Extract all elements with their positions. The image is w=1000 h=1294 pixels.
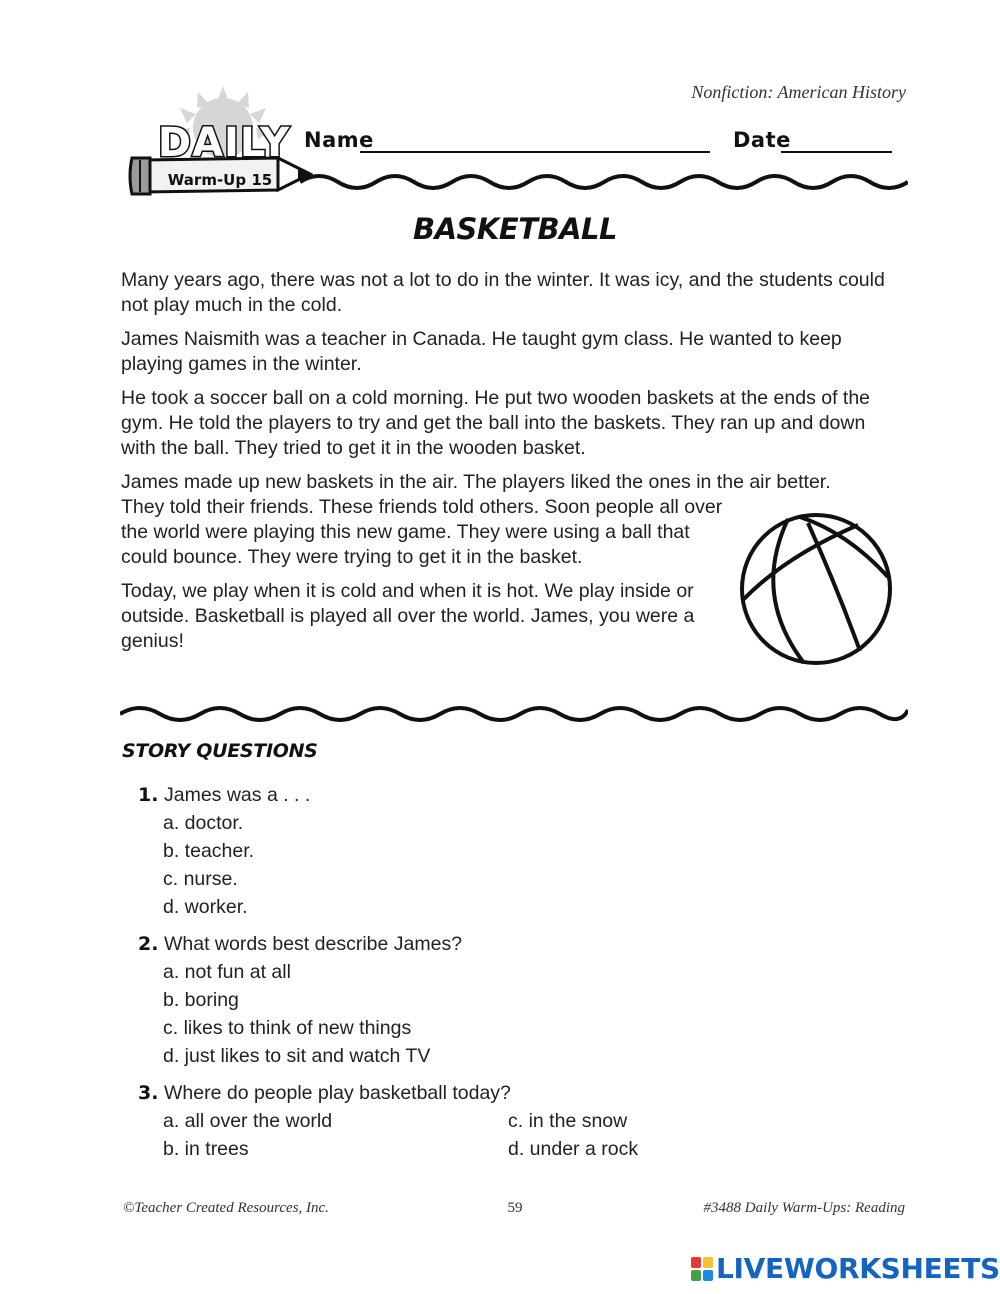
basketball-illustration xyxy=(738,511,894,667)
answer-option[interactable]: a. all over the world xyxy=(163,1110,333,1132)
answer-option[interactable]: c. in the snow xyxy=(508,1110,628,1132)
story-paragraph: Many years ago, there was not a lot to do in the winter. It was icy, and the students could not play much in the cold. xyxy=(121,269,885,316)
date-label: Date xyxy=(733,128,791,152)
liveworksheets-logo-icon xyxy=(690,1256,714,1282)
answer-option[interactable]: b. boring xyxy=(163,989,239,1011)
answer-option[interactable]: a. not fun at all xyxy=(163,961,291,983)
story-paragraph: James made up new baskets in the air. The players liked the ones in the air better. xyxy=(121,471,831,493)
answer-option[interactable]: d. just likes to sit and watch TV xyxy=(163,1045,431,1067)
name-input-line[interactable] xyxy=(360,151,710,153)
story-questions-heading: STORY QUESTIONS xyxy=(122,740,318,762)
answer-option[interactable]: d. worker. xyxy=(163,896,248,918)
answer-option[interactable]: a. doctor. xyxy=(163,812,244,834)
footer-copyright: ©Teacher Created Resources, Inc. xyxy=(123,1200,329,1216)
questions-list xyxy=(138,784,898,1175)
wavy-divider-middle xyxy=(120,700,908,728)
question-2 xyxy=(138,933,898,1073)
question-1 xyxy=(138,784,898,924)
story-paragraph: James Naismith was a teacher in Canada. He taught gym class. He wanted to keep playing games in the winter. xyxy=(121,328,842,375)
footer-page-number: 59 xyxy=(507,1200,523,1216)
liveworksheets-wordmark: LIVEWORKSHEETS xyxy=(716,1252,1000,1285)
answer-option[interactable]: b. teacher. xyxy=(163,840,255,862)
story-paragraph: He took a soccer ball on a cold morning. He put two wooden baskets at the ends of the gym. He told the players to try and get the ball into the baskets. They ran up and down with the ball. They tried to get it in the wooden basket. xyxy=(121,387,871,459)
question-3 xyxy=(138,1082,898,1166)
answer-option[interactable]: c. likes to think of new things xyxy=(163,1017,412,1039)
logo-word: DAILY xyxy=(157,120,291,166)
question-text: James was a . . . xyxy=(164,784,311,806)
logo-subtitle: Warm-Up 15 xyxy=(167,171,273,189)
question-number: 2. xyxy=(138,933,159,955)
story-paragraph: Today, we play when it is cold and when it is hot. We play inside or outside. Basketball is played all over the world. James, you were a genius! xyxy=(121,580,695,652)
answer-option[interactable]: d. under a rock xyxy=(508,1138,639,1160)
footer-book-title: #3488 Daily Warm-Ups: Reading xyxy=(703,1200,905,1216)
daily-warmup-logo xyxy=(128,86,318,204)
page-title: BASKETBALL xyxy=(412,212,617,246)
date-input-line[interactable] xyxy=(781,151,892,153)
answer-option[interactable]: b. in trees xyxy=(163,1138,249,1160)
story-paragraph: They told their friends. These friends told others. Soon people all over the world were playing this new game. They were using a ball that could bounce. They were trying to get it in the basket. xyxy=(121,496,723,568)
question-number: 3. xyxy=(138,1082,159,1104)
answer-option[interactable]: c. nurse. xyxy=(163,868,238,890)
question-number: 1. xyxy=(138,784,159,806)
question-text: What words best describe James? xyxy=(164,933,463,955)
name-label: Name xyxy=(304,128,374,152)
subject-label: Nonfiction: American History xyxy=(691,82,906,102)
wavy-divider-top xyxy=(300,168,908,196)
question-text: Where do people play basketball today? xyxy=(164,1082,511,1104)
liveworksheets-watermark xyxy=(690,1252,1000,1285)
